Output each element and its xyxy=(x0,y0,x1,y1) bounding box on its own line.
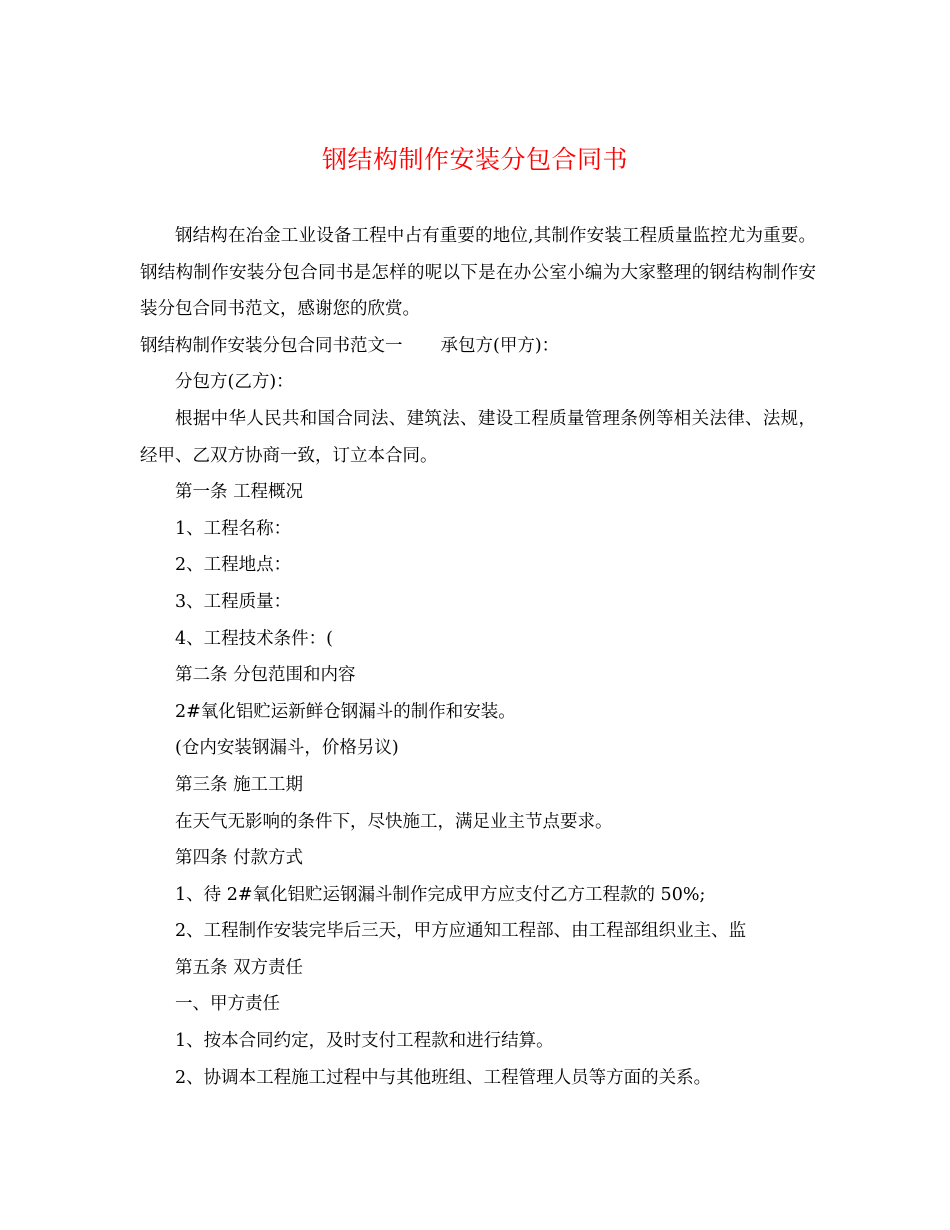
article2-line: 2#氧化铝贮运新鲜仓钢漏斗的制作和安装。 xyxy=(175,701,516,722)
article1-heading: 第一条 工程概况 xyxy=(175,482,304,503)
article1-item: 2、工程地点： xyxy=(175,555,292,576)
article2-line: (仓内安装钢漏斗，价格另议) xyxy=(175,738,399,759)
party-b-label: 分包方(乙方)： xyxy=(175,372,294,393)
article5-item: 2、协调本工程施工过程中与其他班组、工程管理人员等方面的关系。 xyxy=(175,1067,712,1088)
article5-heading: 第五条 双方责任 xyxy=(175,957,304,978)
article4-heading: 第四条 付款方式 xyxy=(175,848,304,869)
article5-item: 1、按本合同约定，及时支付工程款和进行结算。 xyxy=(175,1031,554,1052)
article5-subheading: 一、甲方责任 xyxy=(175,994,280,1015)
sample-heading: 钢结构制作安装分包合同书范文一 xyxy=(140,335,403,356)
article1-item: 3、工程质量： xyxy=(175,591,292,612)
article4-item: 1、待 2#氧化铝贮运钢漏斗制作完成甲方应支付乙方工程款的 50%; xyxy=(175,884,706,905)
party-a-label: 承包方(甲方)： xyxy=(440,335,560,356)
document-body xyxy=(140,218,816,1096)
basis-paragraph: 根据中华人民共和国合同法、建筑法、建设工程质量管理条例等相关法律、法规，经甲、乙双方协商一致，订立本合同。 xyxy=(140,408,816,466)
article2-heading: 第二条 分包范围和内容 xyxy=(175,665,356,686)
article3-line: 在天气无影响的条件下，尽快施工，满足业主节点要求。 xyxy=(175,811,613,832)
article1-item: 1、工程名称： xyxy=(175,518,292,539)
sample-heading-line xyxy=(140,328,816,365)
article3-heading: 第三条 施工工期 xyxy=(175,774,304,795)
intro-paragraph: 钢结构在冶金工业设备工程中占有重要的地位,其制作安装工程质量监控尤为重要。钢结构制作安装分包合同书是怎样的呢以下是在办公室小编为大家整理的钢结构制作安装分包合同书范文，感谢您的欣赏。 xyxy=(140,226,816,320)
document-title: 钢结构制作安装分包合同书 xyxy=(321,145,628,174)
article1-item: 4、工程技术条件：( xyxy=(175,628,333,649)
article4-item: 2、工程制作安装完毕后三天，甲方应通知工程部、由工程部组织业主、监 xyxy=(175,921,747,942)
